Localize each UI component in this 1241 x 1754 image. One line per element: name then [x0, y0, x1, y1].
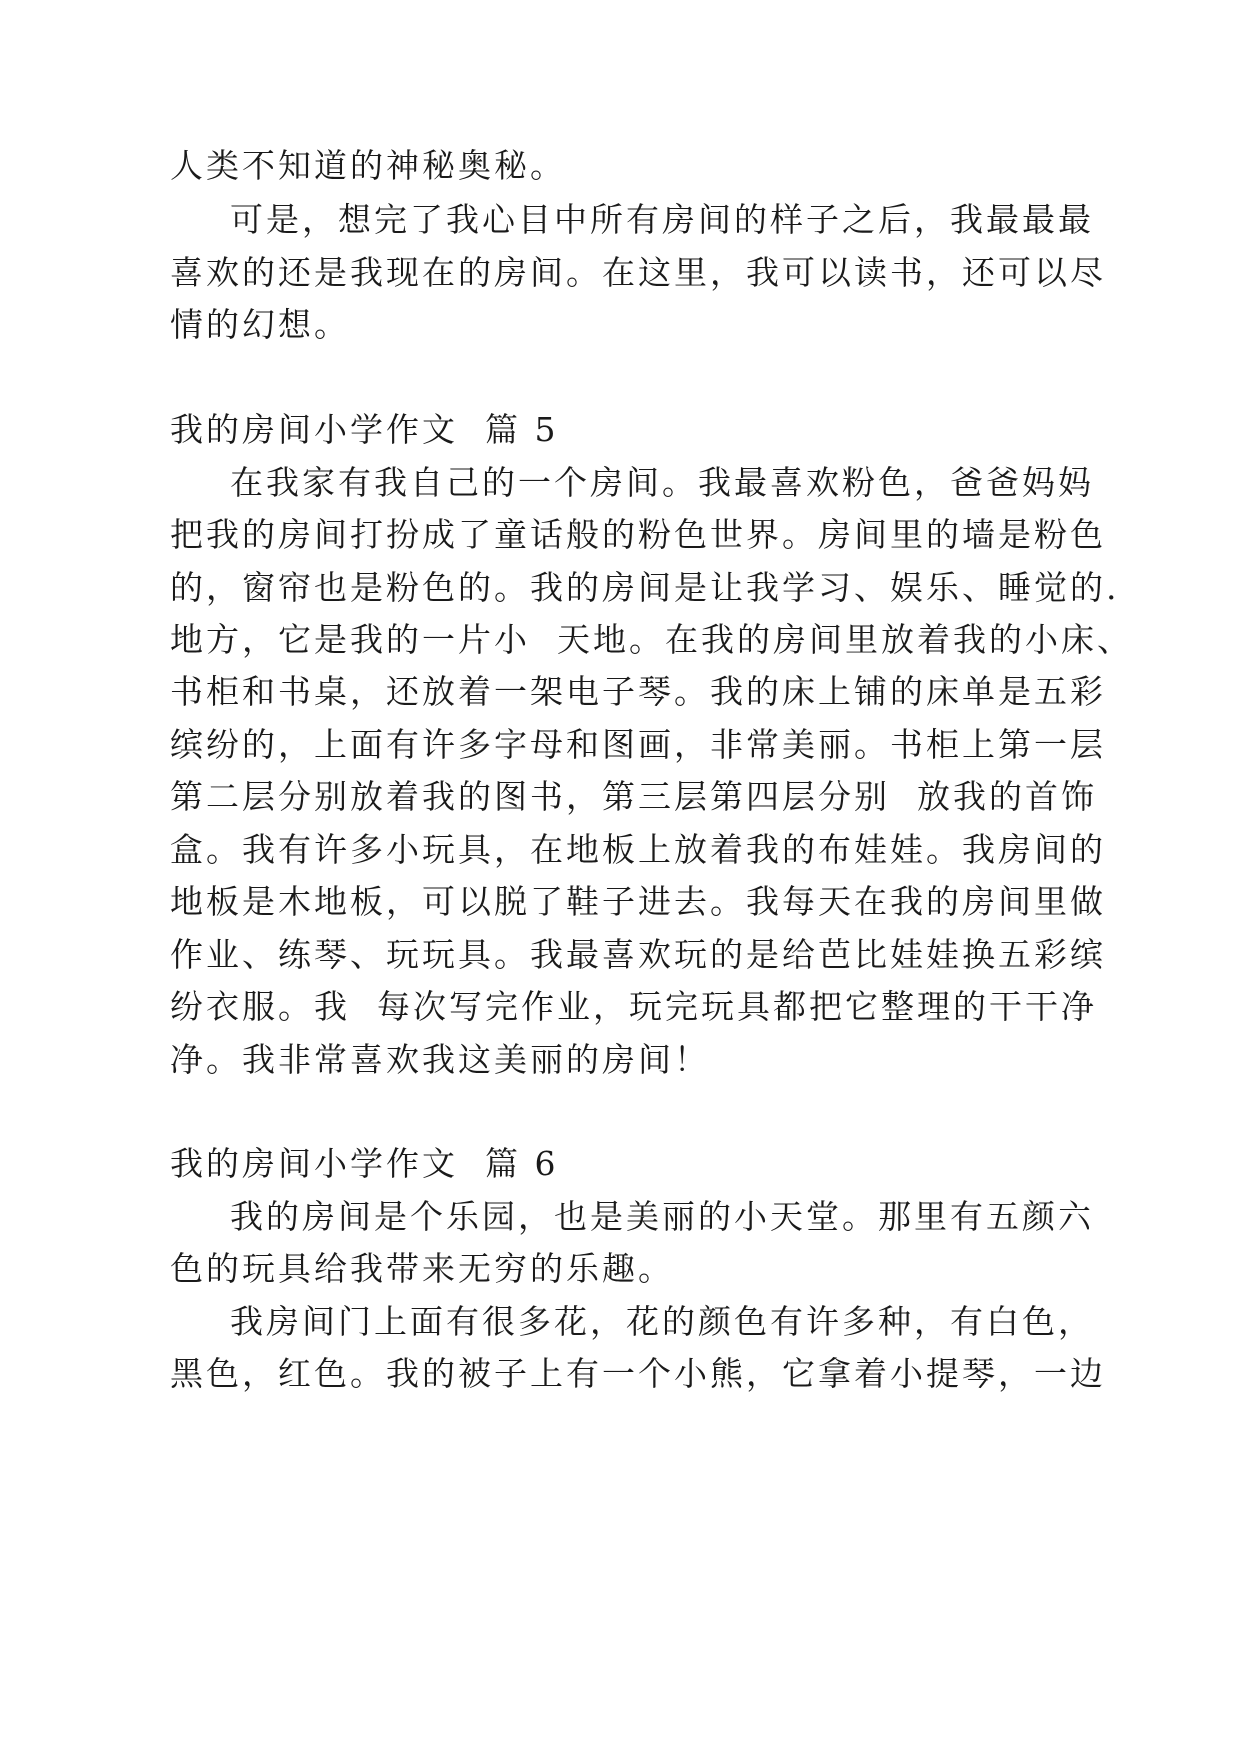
text-line-1: 人类不知道的神秘奥秘。	[170, 146, 566, 185]
text-line-7: 把我的房间打扮成了童话般的粉色世界。房间里的墙是粉色	[170, 515, 1106, 554]
text-line-12: 第二层分别放着我的图书，第三层第四层分别 放我的首饰	[170, 777, 1097, 816]
text-line-2: 可是，想完了我心目中所有房间的样子之后，我最最最	[230, 200, 1094, 239]
text-line-3: 喜欢的还是我现在的房间。在这里，我可以读书，还可以尽	[170, 253, 1106, 292]
text-line-9: 地方，它是我的一片小 天地。在我的房间里放着我的小床、	[170, 620, 1133, 659]
text-line-15: 作业、练琴、玩玩具。我最喜欢玩的是给芭比娃娃换五彩缤	[170, 935, 1106, 974]
text-line-19: 我的房间是个乐园，也是美丽的小天堂。那里有五颜六	[230, 1197, 1094, 1236]
text-line-13: 盒。我有许多小玩具，在地板上放着我的布娃娃。我房间的	[170, 830, 1106, 869]
text-line-17: 净。我非常喜欢我这美丽的房间！	[170, 1040, 710, 1079]
section-heading-6: 我的房间小学作文 篇 6	[170, 1144, 559, 1183]
text-line-8: 的，窗帘也是粉色的。我的房间是让我学习、娱乐、睡觉的.	[170, 568, 1120, 607]
text-line-4: 情的幻想。	[170, 305, 350, 344]
section-heading-5: 我的房间小学作文 篇 5	[170, 410, 559, 449]
text-line-10: 书柜和书桌，还放着一架电子琴。我的床上铺的床单是五彩	[170, 672, 1106, 711]
text-line-21: 我房间门上面有很多花，花的颜色有许多种，有白色，	[230, 1302, 1094, 1341]
text-line-6: 在我家有我自己的一个房间。我最喜欢粉色，爸爸妈妈	[230, 463, 1094, 502]
text-line-16: 纷衣服。我 每次写完作业，玩完玩具都把它整理的干干净	[170, 987, 1097, 1026]
text-line-14: 地板是木地板，可以脱了鞋子进去。我每天在我的房间里做	[170, 882, 1106, 921]
text-line-11: 缤纷的，上面有许多字母和图画，非常美丽。书柜上第一层	[170, 725, 1106, 764]
text-line-20: 色的玩具给我带来无穷的乐趣。	[170, 1249, 674, 1288]
text-line-22: 黑色，红色。我的被子上有一个小熊，它拿着小提琴，一边	[170, 1354, 1106, 1393]
